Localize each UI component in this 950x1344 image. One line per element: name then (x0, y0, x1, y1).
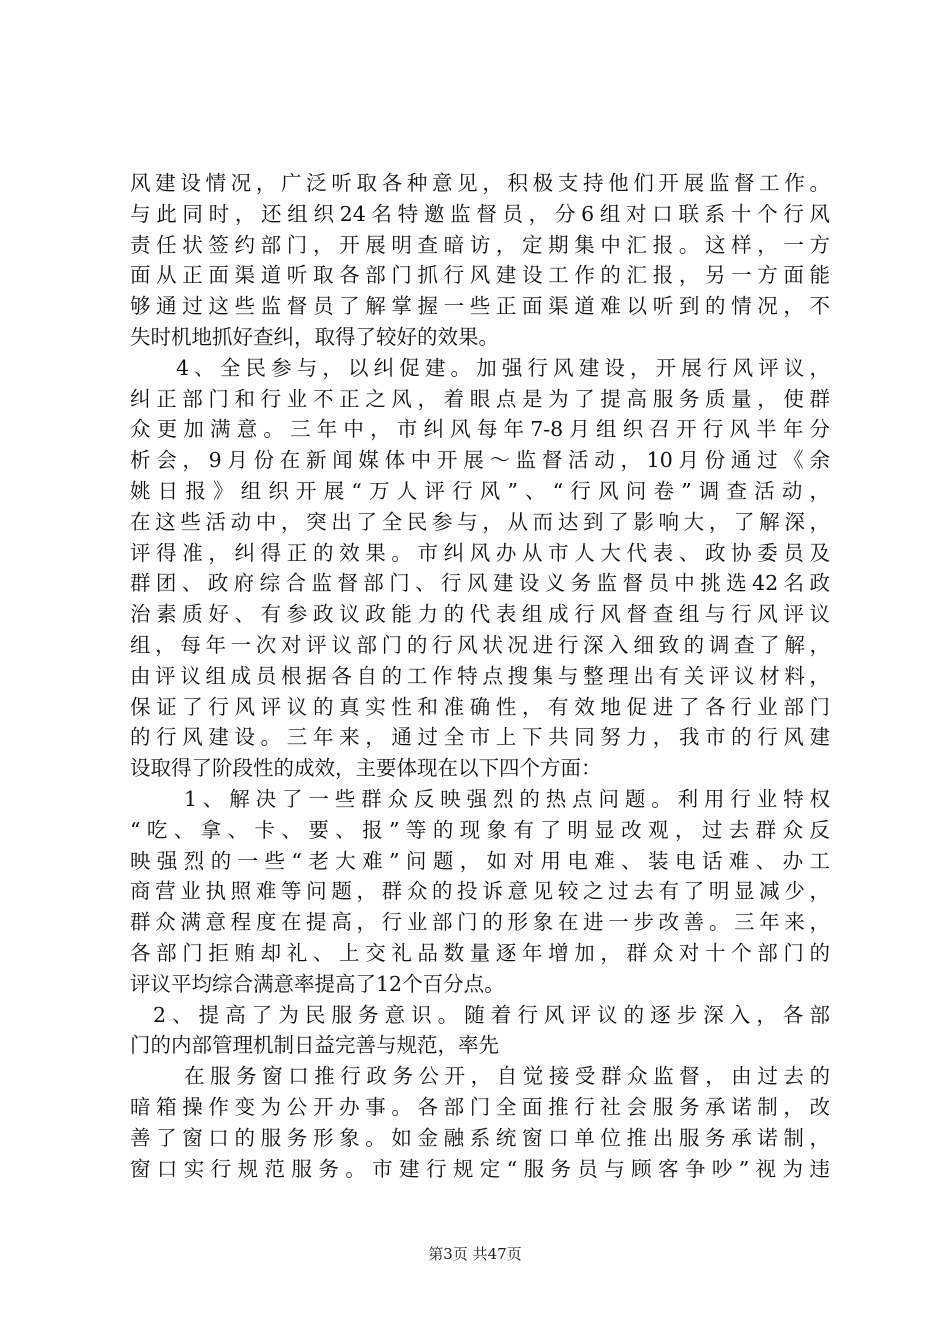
text-line: 责任状签约部门，开展明查暗访，定期集中汇报。这样，一方 (130, 232, 830, 257)
text-line: 商营业执照难等问题，群众的投诉意见较之过去有了明显减少， (130, 879, 830, 904)
paragraph-start-line: 2、提高了为民服务意识。随着行风评议的逐步深入，各部 (153, 1002, 830, 1027)
text-line: 治素质好、有参政议政能力的代表组成行风督查组与行风评议 (130, 602, 830, 627)
paragraph-start-line: 1、解决了一些群众反映强烈的热点问题。利用行业特权 (184, 786, 830, 811)
text-line: 够通过这些监督员了解掌握一些正面渠道难以听到的情况，不 (130, 294, 830, 319)
text-line: 群众满意程度在提高，行业部门的形象在进一步改善。三年来， (130, 910, 830, 935)
text-line: “吃、拿、卡、要、报”等的现象有了明显改观，过去群众反 (130, 817, 830, 842)
text-line: 善了窗口的服务形象。如金融系统窗口单位推出服务承诺制， (130, 1125, 830, 1150)
text-line: 由评议组成员根据各自的工作特点搜集与整理出有关评议材料， (130, 663, 830, 688)
text-line: 各部门拒贿却礼、上交礼品数量逐年增加，群众对十个部门的 (130, 940, 830, 965)
text-line: 纠正部门和行业不正之风，着眼点是为了提高服务质量，使群 (130, 386, 830, 411)
text-line: 暗箱操作变为公开办事。各部门全面推行社会服务承诺制，改 (130, 1094, 830, 1119)
text-line: 设取得了阶段性的成效，主要体现在以下四个方面： (130, 756, 602, 781)
text-line: 窗口实行规范服务。市建行规定“服务员与顾客争吵”视为违 (130, 1156, 830, 1181)
text-line: 的行风建设。三年来，通过全市上下共同努力，我市的行风建 (130, 725, 830, 750)
text-line: 映强烈的一些“老大难”问题，如对用电难、装电话难、办工 (130, 848, 830, 873)
text-line: 失时机地抓好查纠，取得了较好的效果。 (130, 324, 499, 349)
text-line: 评得准，纠得正的效果。市纠风办从市人大代表、政协委员及 (130, 540, 830, 565)
body-text (130, 168, 830, 1184)
text-line: 众更加满意。三年中，市纠风每年7-8月组织召开行风半年分 (130, 417, 830, 442)
text-line: 在这些活动中，突出了全民参与，从而达到了影响大，了解深， (130, 509, 830, 534)
text-line: 评议平均综合满意率提高了12个百分点。 (130, 971, 505, 996)
paragraph-start-line: 在服务窗口推行政务公开，自觉接受群众监督，由过去的 (184, 1064, 830, 1089)
text-line: 姚日报》组织开展“万人评行风”、“行风问卷”调查活动， (130, 478, 830, 503)
text-line: 门的内部管理机制日益完善与规范，率先 (130, 1033, 499, 1058)
text-line: 析会，9月份在新闻媒体中开展～监督活动，10月份通过《余 (130, 448, 830, 473)
text-line: 与此同时，还组织24名特邀监督员，分6组对口联系十个行风 (130, 201, 830, 226)
text-line: 组，每年一次对评议部门的行风状况进行深入细致的调查了解， (130, 632, 830, 657)
text-line: 群团、政府综合监督部门、行风建设义务监督员中挑选42名政 (130, 571, 830, 596)
text-line: 保证了行风评议的真实性和准确性，有效地促进了各行业部门 (130, 694, 830, 719)
paragraph-start-line: 4、全民参与，以纠促建。加强行风建设，开展行风评议， (176, 355, 830, 380)
text-line: 面从正面渠道听取各部门抓行风建设工作的汇报，另一方面能 (130, 263, 830, 288)
text-line: 风建设情况，广泛听取各种意见，积极支持他们开展监督工作。 (130, 171, 830, 195)
page-number-footer: 第3页 共47页 (428, 1245, 522, 1263)
